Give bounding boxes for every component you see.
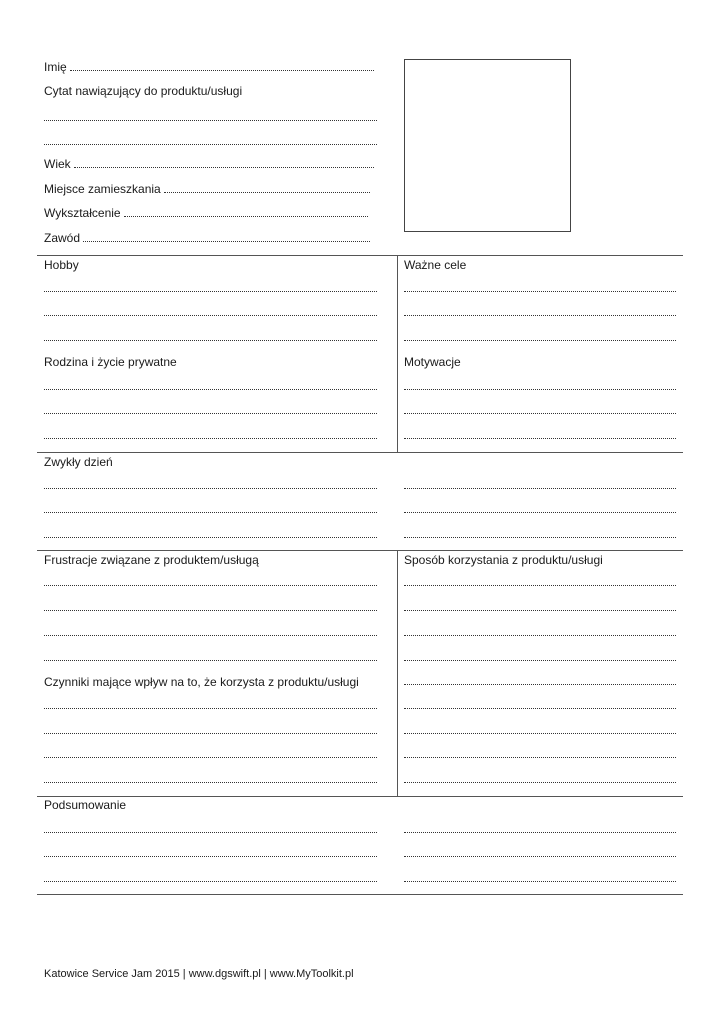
goals-line-1[interactable] — [404, 290, 676, 292]
age-dotted-line — [74, 167, 374, 168]
hobby-line-1[interactable] — [44, 290, 377, 292]
frustrations-heading: Frustracje związane z produktem/usługą — [44, 553, 259, 567]
usage-line-2[interactable] — [404, 609, 676, 611]
photo-placeholder-box[interactable] — [404, 59, 571, 232]
summary-line-3-right[interactable] — [404, 880, 676, 882]
typical-day-heading: Zwykły dzień — [44, 455, 113, 469]
frustrations-line-1[interactable] — [44, 584, 377, 586]
usage-line-4[interactable] — [404, 659, 676, 661]
typical-day-line-3-left[interactable] — [44, 536, 377, 538]
usage-line-1[interactable] — [404, 584, 676, 586]
motivations-line-3[interactable] — [404, 437, 676, 439]
occupation-dotted-line — [83, 241, 370, 242]
summary-line-2-left[interactable] — [44, 855, 377, 857]
occupation-label: Zawód — [44, 231, 81, 245]
divider-hobby-top — [37, 255, 683, 256]
factors-heading: Czynniki mające wpływ na to, że korzysta z produktu/usługi — [44, 675, 359, 689]
footer-credits: Katowice Service Jam 2015 | www.dgswift.pl | www.MyToolkit.pl — [44, 968, 354, 980]
usage-heading: Sposób korzystania z produktu/usługi — [404, 553, 603, 567]
motivations-line-1[interactable] — [404, 388, 676, 390]
family-line-2[interactable] — [44, 412, 377, 414]
residence-label: Miejsce zamieszkania — [44, 182, 161, 196]
factors-line-1[interactable] — [44, 707, 377, 709]
column-divider-1 — [397, 255, 398, 452]
hobby-line-3[interactable] — [44, 339, 377, 341]
residence-field[interactable] — [44, 182, 370, 196]
divider-summary-top — [37, 796, 683, 797]
family-heading: Rodzina i życie prywatne — [44, 355, 177, 369]
name-label: Imię — [44, 60, 67, 74]
goals-line-3[interactable] — [404, 339, 676, 341]
frustrations-line-2[interactable] — [44, 609, 377, 611]
divider-typical-day-top — [37, 452, 683, 453]
usage-line-7[interactable] — [404, 732, 676, 734]
age-field[interactable] — [44, 157, 374, 171]
family-line-3[interactable] — [44, 437, 377, 439]
factors-line-3[interactable] — [44, 756, 377, 758]
education-field[interactable] — [44, 206, 368, 220]
factors-line-4[interactable] — [44, 781, 377, 783]
quote-label: Cytat nawiązujący do produktu/usługi — [44, 84, 243, 98]
usage-line-8[interactable] — [404, 756, 676, 758]
summary-line-2-right[interactable] — [404, 855, 676, 857]
divider-bottom — [37, 894, 683, 895]
column-divider-2 — [397, 550, 398, 796]
typical-day-line-2-left[interactable] — [44, 511, 377, 513]
quote-line-2[interactable] — [44, 143, 377, 145]
hobby-heading: Hobby — [44, 258, 79, 272]
family-line-1[interactable] — [44, 388, 377, 390]
usage-line-9[interactable] — [404, 781, 676, 783]
frustrations-line-4[interactable] — [44, 659, 377, 661]
age-label: Wiek — [44, 157, 71, 171]
occupation-field[interactable] — [44, 231, 370, 245]
name-field[interactable] — [44, 60, 374, 74]
typical-day-line-1-right[interactable] — [404, 487, 676, 489]
hobby-line-2[interactable] — [44, 314, 377, 316]
usage-line-3[interactable] — [404, 634, 676, 636]
typical-day-line-2-right[interactable] — [404, 511, 676, 513]
usage-line-5[interactable] — [404, 683, 676, 685]
name-dotted-line — [70, 70, 374, 71]
quote-line-1[interactable] — [44, 119, 377, 121]
summary-heading: Podsumowanie — [44, 798, 127, 812]
motivations-line-2[interactable] — [404, 412, 676, 414]
factors-line-2[interactable] — [44, 732, 377, 734]
summary-line-3-left[interactable] — [44, 880, 377, 882]
divider-frustrations-top — [37, 550, 683, 551]
frustrations-line-3[interactable] — [44, 634, 377, 636]
residence-dotted-line — [164, 192, 370, 193]
goals-line-2[interactable] — [404, 314, 676, 316]
summary-line-1-right[interactable] — [404, 831, 676, 833]
education-dotted-line — [124, 216, 368, 217]
motivations-heading: Motywacje — [404, 355, 461, 369]
goals-heading: Ważne cele — [404, 258, 467, 272]
typical-day-line-1-left[interactable] — [44, 487, 377, 489]
education-label: Wykształcenie — [44, 206, 121, 220]
summary-line-1-left[interactable] — [44, 831, 377, 833]
usage-line-6[interactable] — [404, 707, 676, 709]
typical-day-line-3-right[interactable] — [404, 536, 676, 538]
